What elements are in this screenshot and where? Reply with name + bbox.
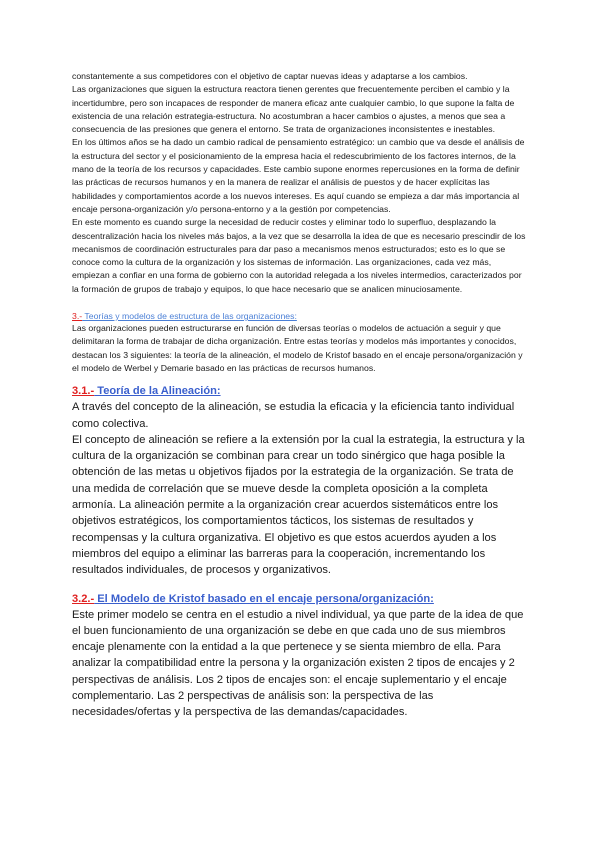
section-3-title: Teorías y modelos de estructura de las organizaciones: [82,311,297,322]
section-3-2-heading [72,591,528,607]
section-3-1-number: 3.1.- [72,385,95,398]
section-3-1-paragraph-2: El concepto de alineación se refiere a la extensión por la cual la estrategia, la estructura y la cultura de la organización se combinan para crear un todo sinérgico que haga posible la obtención de las metas u objetivos fijados por la estrategia de la organización. Se trata de una medida de correlación que se mueve desde la completa oposición a la completa armonía. La alineación permite a la organización crear acuerdos sistemáticos entre los objetivos estratégicos, los comportamientos tácticos, los sistemas de resultados y recompensas y la cultura organizativa. El objetivo es que estos acuerdos ayuden a los miembros del equipo a eliminar las barreras para la cooperación, incrementando los resultados individuales, de procesos y organizativos. [72,433,525,577]
section-3-2-paragraph-1: Este primer modelo se centra en el estudio a nivel individual, ya que parte de la idea de que el buen funcionamiento de una organización se debe en que cada uno de sus miembros encaje plenamente con la entidad a la que pertenece y se sienta miembro de ella. Para analizar la compatibilidad entre la persona y la organización existen 2 tipos de encajes y 2 perspectivas de análisis. Los 2 tipos de encajes son: el encaje suplementario y el encaje complementario. Las 2 perspectivas de análisis son: la perspectiva de las necesidades/ofertas y la perspectiva de las demandas/capacidades. [72,608,524,719]
section-3-2-title: El Modelo de Kristof basado en el encaje persona/organización: [94,592,434,605]
document-page [72,70,528,721]
section-3-2-number: 3.2.- [72,592,95,605]
intro-paragraph-4: En este momento es cuando surge la necesidad de reducir costes y eliminar todo lo superfluo, desplazando la descentralización hacia los niveles más bajos, a la vez que se desarrolla la idea de que es necesario prescindir de los mecanismos de coordinación estructurales para dar paso a mecanismos menos estructurados; esto es lo que se conoce como la cultura de la organización y los sistemas de información. Las organizaciones, cada vez más, empiezan a confiar en una forma de gobierno con la autoridad relegada a los niveles intermedios, caracterizados por la formación de grupos de trabajo y equipos, lo que hace necesario que se analicen minuciosamente. [72,217,526,294]
intro-block [72,70,528,296]
section-3-1-heading [72,383,528,399]
section-3-number: 3.- [72,311,83,322]
intro-paragraph-1: constantemente a sus competidores con el objetivo de captar nuevas ideas y adaptarse a los cambios. [72,71,468,81]
intro-paragraph-2: Las organizaciones que siguen la estructura reactora tienen gerentes que frecuentemente perciben el cambio y la incertidumbre, pero son incapaces de responder de manera eficaz ante cualquier cambio, lo que supone la falta de existencia de una relación estrategia-estructura. No acostumbran a hacer cambios o ajustes, a menos que sea a consecuencia de las presiones que genera el entorno. Se trata de organizaciones inconsistentes e inestables. [72,84,515,135]
section-3-1-title: Teoría de la Alineación: [94,385,221,398]
section-3-body: Las organizaciones pueden estructurarse en función de diversas teorías o modelos de actuación a seguir y que delimitaran la forma de trabajar de dicha organización. Entre estas teorías y modelos más importantes y conocidos, destacan los 3 siguientes: la teoría de la alineación, el modelo de Kristof basado en el encaje persona/organización y el modelo de Werbel y Demarie basado en las prácticas de recursos humanos. [72,323,523,373]
section-3-1-paragraph-1: A través del concepto de la alineación, se estudia la eficacia y la eficiencia tanto individual como colectiva. [72,401,515,430]
intro-paragraph-3: En los últimos años se ha dado un cambio radical de pensamiento estratégico: un cambio que va desde el análisis de la estructura del sector y el posicionamiento de la empresa hacia el redescubrimiento de los factores internos, de la mano de la teoría de los recursos y capacidades. Este cambio supone enormes repercusiones en la forma de definir las prácticas de recursos humanos y en la manera de realizar el análisis de puestos y de hacer explícitas las habilidades y comportamientos acorde a los nuevos intereses. Es aquí cuando se empieza a dar más importancia al encaje persona-organización y/o persona-entorno y a la gestión por competencias. [72,137,525,214]
section-3-heading [72,310,528,322]
